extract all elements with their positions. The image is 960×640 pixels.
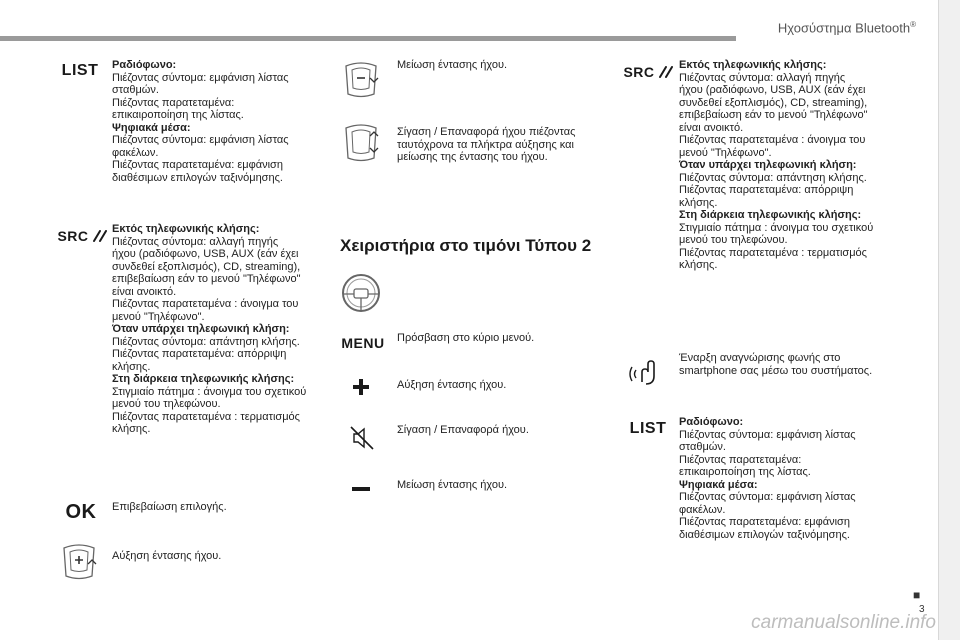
steering-wheel-icon <box>340 272 382 314</box>
plus-description: Αύξηση έντασης ήχου. <box>397 379 507 391</box>
page-header-title: Ηχοσύστημα Bluetooth® <box>777 20 916 36</box>
mute-description: Σίγαση / Επαναφορά ήχου πιέζοντας ταυτόχρονα τα πλήκτρα αύξησης και μείωσης της έντασης του ήχου. <box>397 126 576 163</box>
page-number: 3 <box>919 604 925 615</box>
left-src-description: Εκτός τηλεφωνικής κλήσης: Πιέζοντας σύντομα: αλλαγή πηγής ήχου (ραδιόφωνο, USB, AUX (εάν έχει συνδεθεί εξοπλισμός), CD, streaming), επιβεβαίωση εάν το μενού "Τηλέφωνο" είναι ανοικτό. Πιέζοντας παρατεταμένα : άνοιγμα του μενού "Τηλέφωνο". Όταν υπάρχει τηλεφωνική κλήση: Πιέζοντας σύντομα: απάντηση κλήσης. Πιέζοντας παρατεταμένα: απόρριψη κλήσης. Στη διάρκεια τηλεφωνικής κλήσης: Στιγμιαίο πάτημα : άνοιγμα του σχετικού μενού του τηλεφώνου. Πιέζοντας παρατεταμένα : τερματισμός κλήσης. <box>112 223 307 435</box>
voice-recognition-icon <box>628 354 662 388</box>
section-title: Χειριστήρια στο τιμόνι Τύπου 2 <box>340 236 592 255</box>
mute-wheel-icon <box>340 122 382 164</box>
mute-speaker-description: Σίγαση / Επαναφορά ήχου. <box>397 424 529 436</box>
menu-button-icon: MENU <box>341 335 385 351</box>
minus-description: Μείωση έντασης ήχου. <box>397 479 508 491</box>
voice-description: Έναρξη αναγνώρισης φωνής στο smartphone σας μέσω του συστήματος. <box>679 352 873 377</box>
src-phone-button-icon-right: SRC <box>622 62 674 82</box>
src-phone-button-icon: SRC <box>56 226 108 246</box>
right-margin-band <box>939 0 960 640</box>
volume-up-description: Αύξηση έντασης ήχου. <box>112 550 222 562</box>
page-marker: ■ <box>913 588 921 602</box>
plus-icon <box>350 376 372 398</box>
watermark: carmanualsonline.info <box>751 612 936 633</box>
list-button-icon: LIST <box>61 62 99 79</box>
list-button-icon-right: LIST <box>629 420 667 437</box>
ok-description: Επιβεβαίωση επιλογής. <box>112 501 227 513</box>
ok-button-icon: OK <box>65 500 97 523</box>
left-list-description: Ραδιόφωνο: Πιέζοντας σύντομα: εμφάνιση λίστας σταθμών. Πιέζοντας παρατεταμένα: επικαιροποίηση της λίστας. Ψηφιακά μέσα: Πιέζοντας σύντομα: εμφάνιση λίστας φακέλων. Πιέζοντας παρατεταμένα: εμφάνιση διαθέσιμων επιλογών ταξινόμησης. <box>112 59 289 184</box>
mute-speaker-icon <box>348 424 376 452</box>
right-list-description: Ραδιόφωνο: Πιέζοντας σύντομα: εμφάνιση λίστας σταθμών. Πιέζοντας παρατεταμένα: επικαιροποίηση της λίστας. Ψηφιακά μέσα: Πιέζοντας σύντομα: εμφάνιση λίστας φακέλων. Πιέζοντας παρατεταμένα: εμφάνιση διαθέσιμων επιλογών ταξινόμησης. <box>679 416 856 541</box>
volume-down-description: Μείωση έντασης ήχου. <box>397 59 508 71</box>
right-src-description: Εκτός τηλεφωνικής κλήσης: Πιέζοντας σύντομα: αλλαγή πηγής ήχου (ραδιόφωνο, USB, AUX (εάν έχει συνδεθεί εξοπλισμός), CD, streaming), επιβεβαίωση εάν το μενού "Τηλέφωνο" είναι ανοικτό. Πιέζοντας παρατεταμένα : άνοιγμα του μενού "Τηλέφωνο". Όταν υπάρχει τηλεφωνική κλήση: Πιέζοντας σύντομα: απάντηση κλήσης. Πιέζοντας παρατεταμένα: απόρριψη κλήσης. Στη διάρκεια τηλεφωνικής κλήσης: Στιγμιαίο πάτημα : άνοιγμα του σχετικού μενού του τηλεφώνου. Πιέζοντας παρατεταμένα : τερματισμός κλήσης. <box>679 59 874 271</box>
volume-up-wheel-icon <box>58 542 100 582</box>
menu-description: Πρόσβαση στο κύριο μενού. <box>397 332 535 344</box>
minus-icon <box>350 482 372 496</box>
header-bar <box>0 36 736 41</box>
volume-down-wheel-icon <box>340 60 382 100</box>
